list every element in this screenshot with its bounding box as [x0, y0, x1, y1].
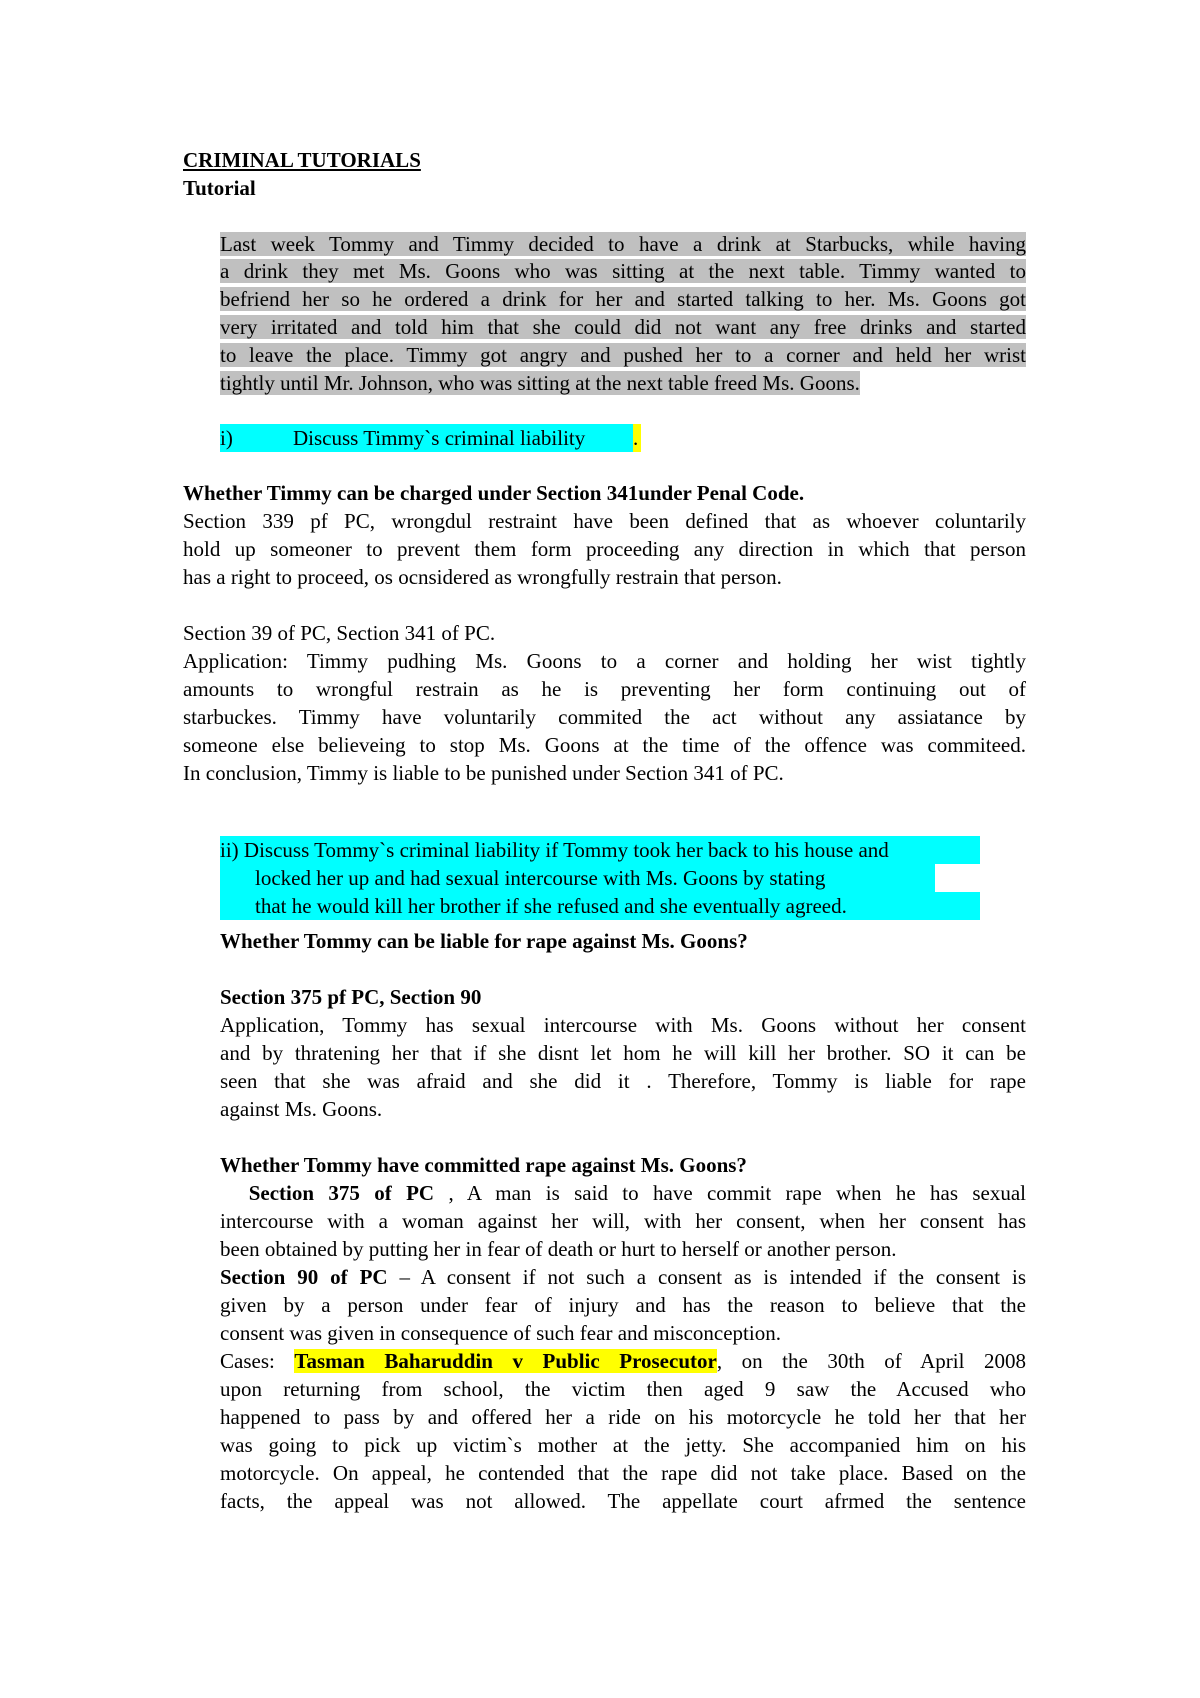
rule-line: has a right to proceed, os ocnsidered as wrongfully restrain that person. [183, 565, 782, 589]
conclusion-line: In conclusion, Timmy is liable to be punished under Section 341 of PC. [183, 761, 784, 785]
issue-heading-3: Whether Tommy have committed rape against Ms. Goons? [220, 1153, 747, 1177]
application-line: seen that she was afraid and she did it . Therefore, Tommy is liable for rape [220, 1069, 1026, 1093]
case-name: Tasman Baharuddin v Public Prosecutor [294, 1349, 717, 1373]
case-line: facts, the appeal was not allowed. The appellate court afrmed the sentence [220, 1489, 1026, 1513]
s375-line: been obtained by putting her in fear of death or hurt to herself or another person. [220, 1237, 897, 1261]
facts-line: very irritated and told him that she could did not want any free drinks and started [220, 315, 1026, 339]
s90-line: consent was given in consequence of such fear and misconception. [220, 1321, 781, 1345]
issue-heading-1: Whether Timmy can be charged under Section 341under Penal Code. [183, 481, 805, 505]
sections-heading: Section 375 pf PC, Section 90 [220, 985, 482, 1009]
application-line: against Ms. Goons. [220, 1097, 383, 1121]
application-line: starbuckes. Timmy have voluntarily commited the act without any assiatance by [183, 705, 1026, 729]
s375-line [220, 1179, 1026, 1207]
question-2-line: that he would kill her brother if she refused and she eventually agreed. [220, 892, 980, 920]
document-title: CRIMINAL TUTORIALS [183, 148, 421, 172]
case-line: upon returning from school, the victim then aged 9 saw the Accused who [220, 1377, 1026, 1401]
question-2-line: ii) Discuss Tommy`s criminal liability if Tommy took her back to his house and [220, 836, 980, 864]
question-1-number: i) [220, 426, 233, 450]
case-line: happened to pass by and offered her a ride on his motorcycle he told her that her [220, 1405, 1026, 1429]
rule-line: Section 339 pf PC, wrongdul restraint have been defined that as whoever coluntarily [183, 509, 1026, 533]
application-line: someone else believeing to stop Ms. Goons at the time of the offence was commiteed. [183, 733, 1026, 757]
s90-text: – A consent if not such a consent as is intended if the consent is [399, 1265, 1026, 1289]
s375-label: Section 375 of PC [248, 1181, 435, 1205]
application-line: and by thratening her that if she disnt let hom he will kill her brother. SO it can be [220, 1041, 1026, 1065]
issue-heading-2: Whether Tommy can be liable for rape against Ms. Goons? [220, 929, 748, 953]
application-line: Application: Timmy pudhing Ms. Goons to a corner and holding her wist tightly [183, 649, 1026, 673]
application-line: amounts to wrongful restrain as he is preventing her form continuing out of [183, 677, 1026, 701]
question-2-line: locked her up and had sexual intercourse with Ms. Goons by stating [220, 864, 935, 892]
s90-line: given by a person under fear of injury and has the reason to believe that the [220, 1293, 1026, 1317]
question-1: i) Discuss Timmy`s criminal liability . [220, 424, 633, 452]
sections-line: Section 39 of PC, Section 341 of PC. [183, 621, 496, 645]
s375-line: intercourse with a woman against her will, with her consent, when her consent has [220, 1209, 1026, 1233]
case-line [220, 1347, 1026, 1375]
application-line: Application, Tommy has sexual intercourse with Ms. Goons without her consent [220, 1013, 1026, 1037]
facts-line: tightly until Mr. Johnson, who was sitting at the next table freed Ms. Goons. [220, 371, 860, 395]
question-1-text: Discuss Timmy`s criminal liability [293, 426, 586, 450]
case-text: , on the 30th of April 2008 [716, 1349, 1027, 1373]
s90-line [220, 1263, 1026, 1291]
document-subtitle: Tutorial [183, 176, 256, 200]
facts-line: a drink they met Ms. Goons who was sitting at the next table. Timmy wanted to [220, 259, 1026, 283]
facts-line: befriend her so he ordered a drink for her and started talking to her. Ms. Goons got [220, 287, 1026, 311]
s375-text: , A man is said to have commit rape when he has sexual [448, 1181, 1026, 1205]
facts-line: Last week Tommy and Timmy decided to have a drink at Starbucks, while having [220, 232, 1026, 256]
s90-label: Section 90 of PC [220, 1265, 388, 1289]
facts-line: to leave the place. Timmy got angry and pushed her to a corner and held her wrist [220, 343, 1026, 367]
rule-line: hold up someoner to prevent them form proceeding any direction in which that person [183, 537, 1026, 561]
cases-label: Cases: [220, 1349, 275, 1373]
case-line: motorcycle. On appeal, he contended that the rape did not take place. Based on the [220, 1461, 1026, 1485]
case-line: was going to pick up victim`s mother at the jetty. She accompanied him on his [220, 1433, 1026, 1457]
